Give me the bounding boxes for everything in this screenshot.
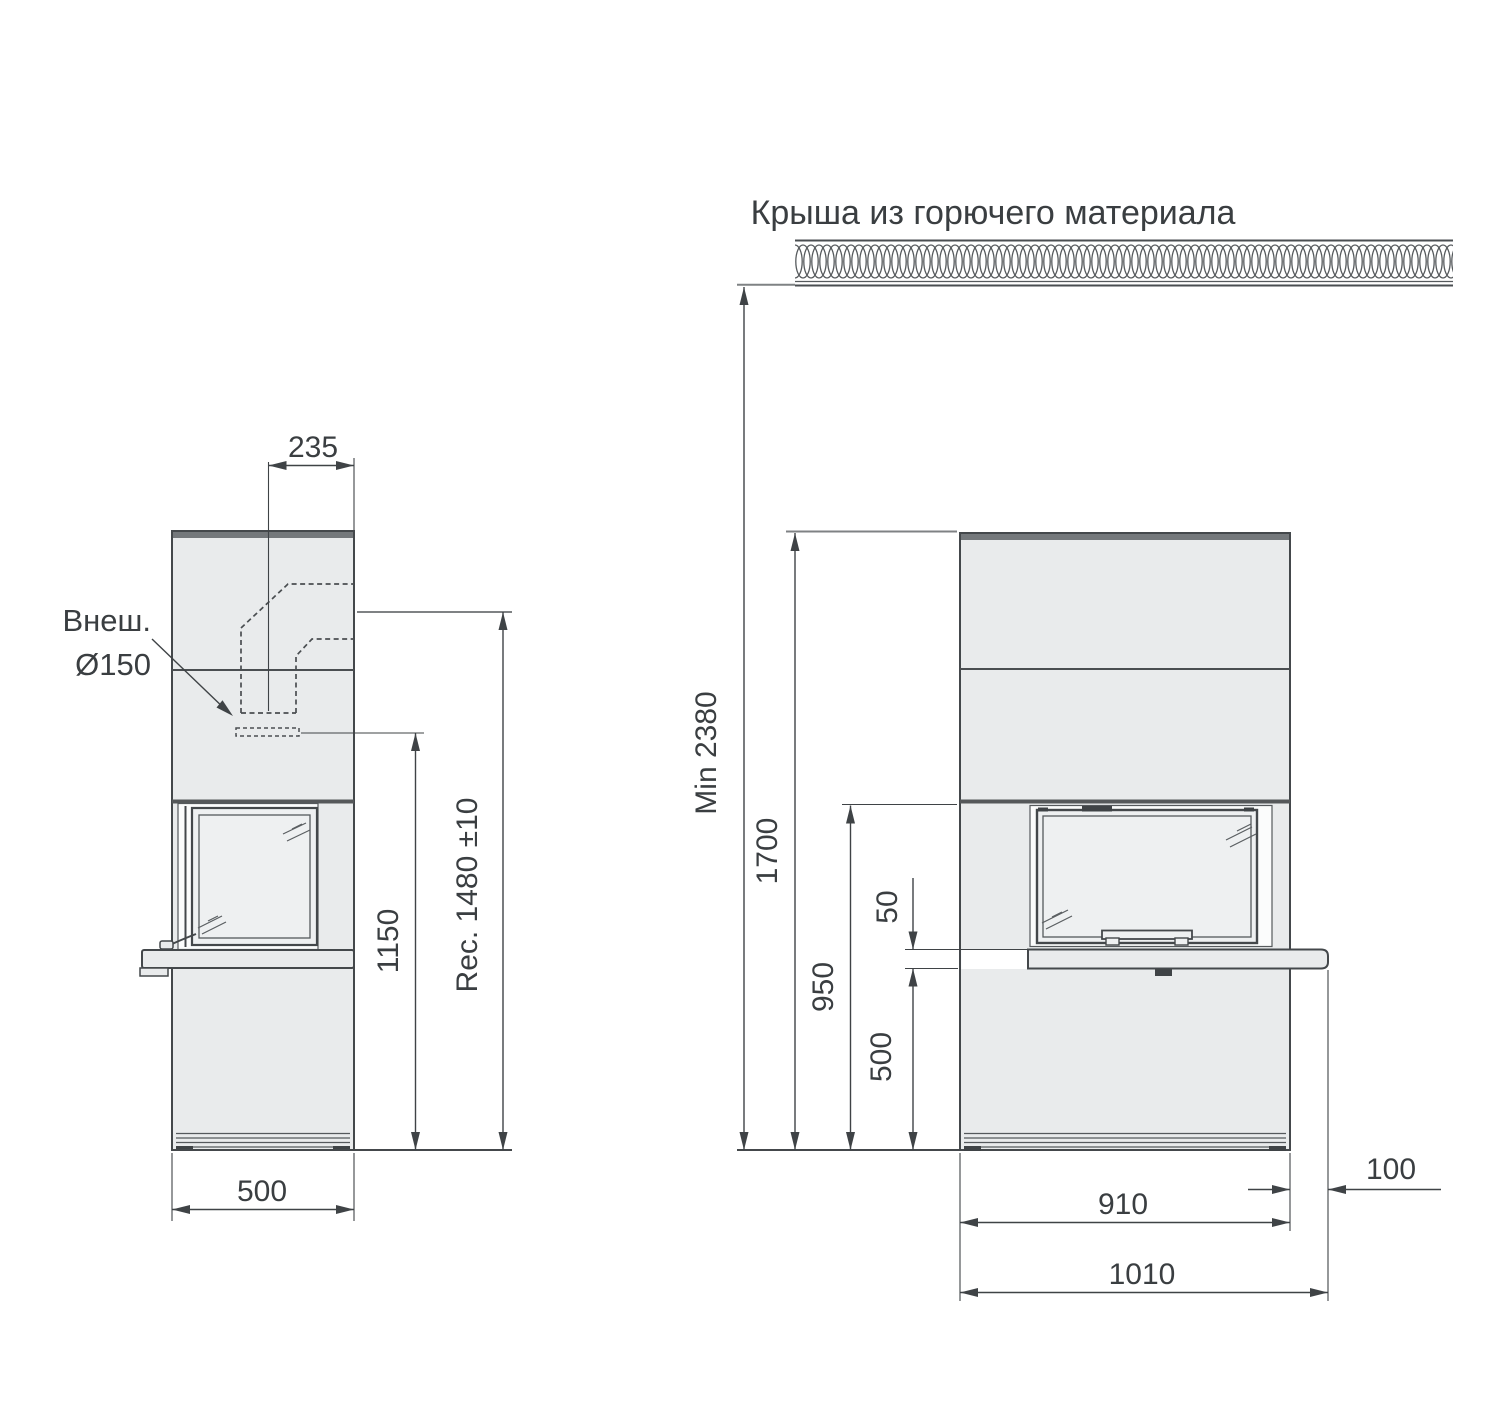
- side-bench: [142, 950, 354, 968]
- arrowhead: [269, 461, 287, 470]
- roof-insulation-hatch: [795, 244, 1453, 281]
- flue-label-line2: Ø150: [75, 647, 151, 682]
- arrowhead: [960, 1288, 978, 1297]
- dim-500-right-label: 500: [865, 1031, 898, 1083]
- arrowhead: [172, 1205, 190, 1214]
- arrowhead: [1272, 1218, 1290, 1227]
- front-bench: [1028, 950, 1328, 969]
- dim-bench-underside-500: [865, 969, 918, 1151]
- dim-100-label: 100: [1365, 1153, 1417, 1186]
- plinth-foot: [1269, 1146, 1286, 1151]
- dim-1010-label: 1010: [1108, 1258, 1176, 1291]
- dim-recommended-height-1480: [357, 612, 512, 1150]
- dim-opening-top-950: [807, 805, 957, 1151]
- bench-side-gap: [961, 949, 1027, 969]
- dim-height-1700: [751, 532, 957, 1151]
- handle-foot: [1106, 938, 1119, 945]
- dim-rec1480-label: Rec. 1480 ±10: [451, 797, 484, 993]
- roof-label: Крыша из горючего материала: [750, 194, 1236, 232]
- bench-clip: [1155, 970, 1172, 977]
- dim-910-label: 910: [1097, 1188, 1149, 1221]
- front-air-control: [1082, 806, 1112, 812]
- front-door-frame: [1037, 810, 1257, 943]
- side-door-handle-knob: [160, 941, 173, 949]
- front-hinge-right: [1244, 808, 1254, 812]
- flue-label-line1: Внеш.: [62, 603, 151, 638]
- side-top-edge: [173, 532, 353, 538]
- arrowhead: [411, 733, 420, 751]
- dim-50-label: 50: [871, 890, 904, 924]
- arrowhead: [791, 533, 800, 551]
- arrowhead: [411, 1132, 420, 1150]
- dim-950-label: 950: [807, 961, 840, 1013]
- side-bench-latch: [140, 968, 168, 976]
- arrowhead: [909, 1132, 918, 1150]
- front-view: [737, 533, 1328, 1151]
- arrowhead: [1328, 1185, 1346, 1194]
- combustible-roof: [737, 194, 1453, 286]
- arrowhead: [791, 1132, 800, 1150]
- side-door-frame: [192, 808, 317, 945]
- arrowhead: [336, 1205, 354, 1214]
- arrowhead: [846, 806, 855, 824]
- arrowhead: [336, 461, 354, 470]
- arrowhead: [499, 1132, 508, 1150]
- handle-foot: [1175, 938, 1188, 945]
- dim-1700-label: 1700: [751, 817, 784, 885]
- dim-min2380-label: Min 2380: [690, 691, 723, 815]
- plinth-foot: [964, 1146, 981, 1151]
- arrowhead: [740, 287, 749, 305]
- dim-min-ceiling-2380: [690, 287, 749, 1150]
- dim-flue-offset-235: [269, 431, 355, 530]
- arrowhead: [499, 612, 508, 630]
- arrowhead: [846, 1132, 855, 1150]
- arrowhead: [909, 969, 918, 987]
- front-hinge-left: [1038, 808, 1048, 812]
- arrowhead: [1272, 1185, 1290, 1194]
- dim-500-depth-label: 500: [236, 1175, 288, 1208]
- front-top-edge: [961, 534, 1289, 540]
- arrowhead: [909, 932, 918, 950]
- arrowhead: [960, 1218, 978, 1227]
- dim-235-label: 235: [287, 431, 339, 464]
- arrowhead: [1310, 1288, 1328, 1297]
- dim-total-width-1010: [960, 1258, 1328, 1297]
- arrowhead: [740, 1132, 749, 1150]
- dim-depth-500: [172, 1153, 354, 1221]
- dim-1150-label: 1150: [372, 908, 405, 974]
